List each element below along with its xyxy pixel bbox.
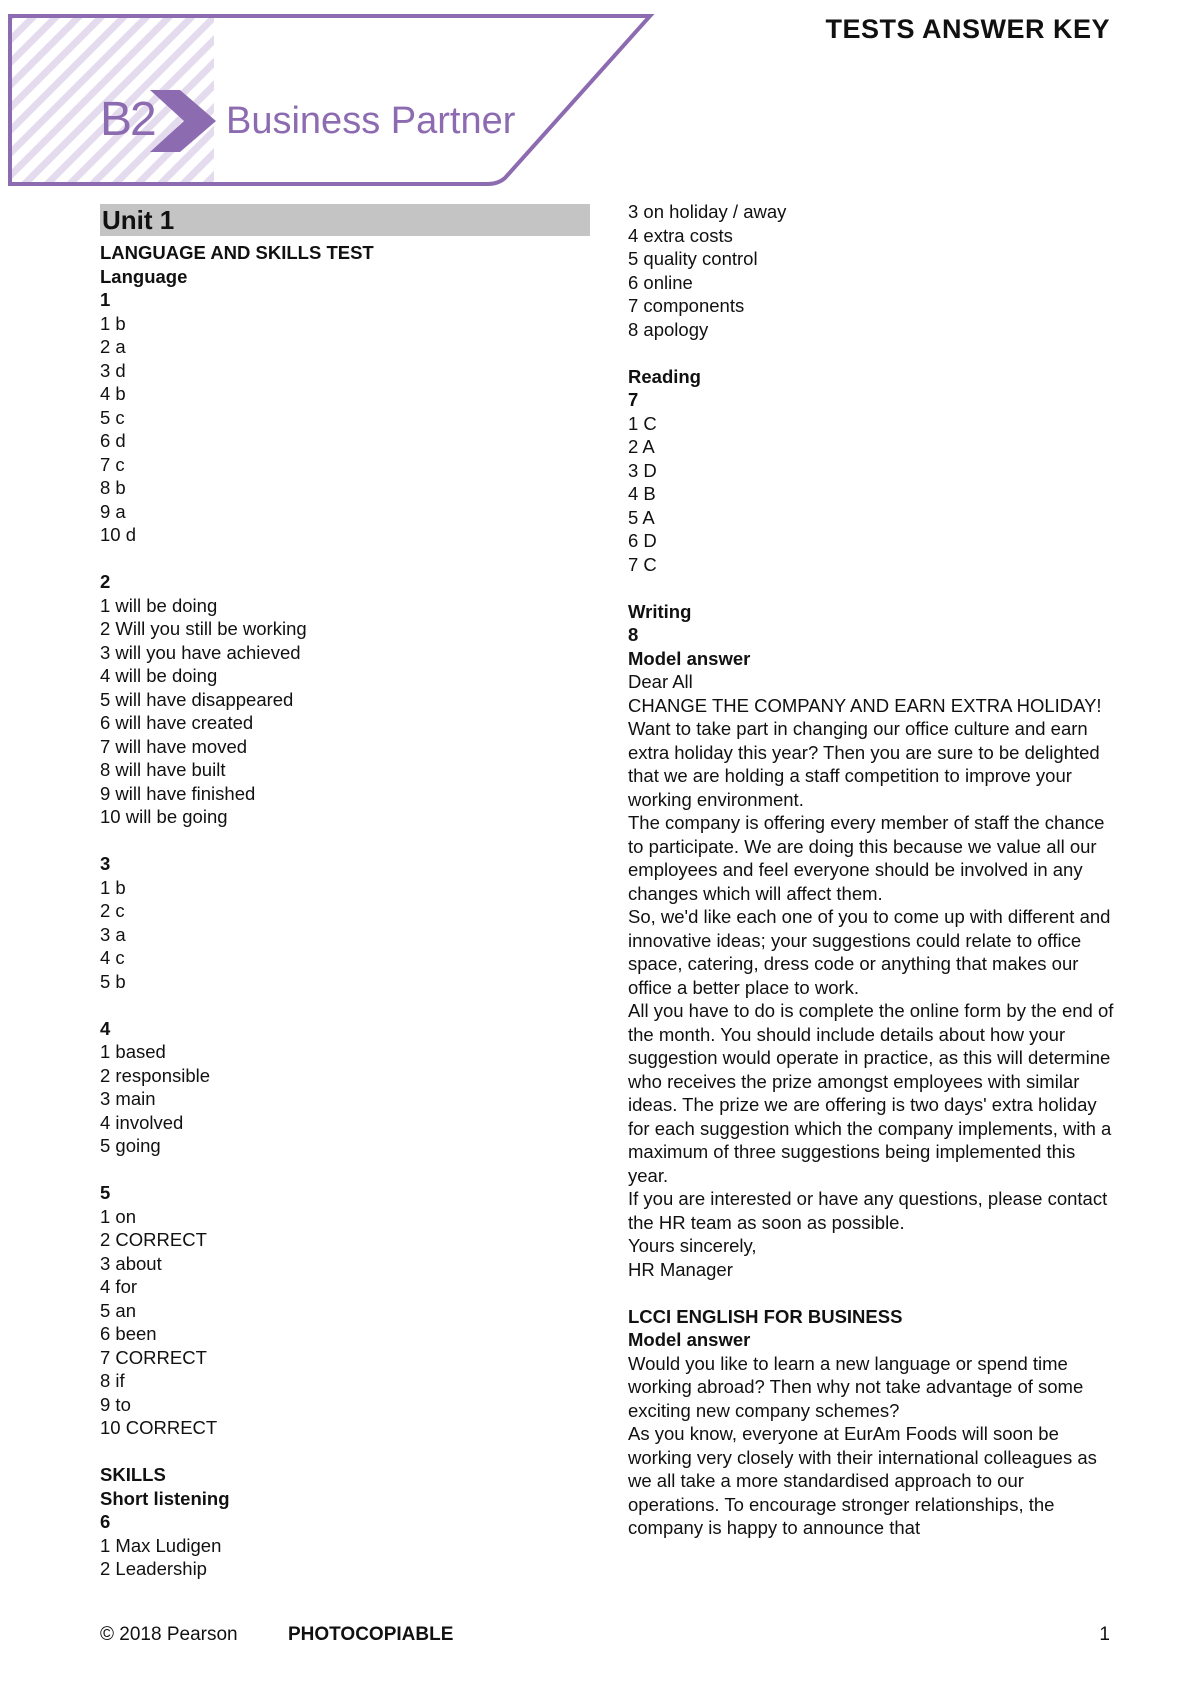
answer-line: 6 d [100,430,126,451]
spacer [100,1158,590,1182]
answer-line: 9 will have finished [100,782,256,804]
answer-line: 3 main [100,1088,156,1109]
answer-line: 3 d [100,359,126,381]
left-column [100,200,590,1581]
answer-line: 3 D [628,459,657,481]
spacer [100,993,590,1017]
unit-title: Unit 1 [100,204,590,236]
copyright: © 2018 Pearson [100,1624,238,1645]
text-paragraph: The company is offering every member of staff the chance to participate. We are doing this because we value all our employees and feel everyone should be involved in any changes which will affect them. [628,812,1105,904]
spacer [628,576,1118,600]
answer-line: 1 on [100,1205,137,1227]
answer-line: 7 c [100,453,125,475]
answer-line: Yours sincerely, [628,1235,757,1256]
answer-line: 2 a [100,336,126,357]
answer-line: 5 b [100,970,126,992]
photocopiable-label: PHOTOCOPIABLE [288,1624,454,1645]
answer-line: 6 D [628,530,657,551]
answer-line: 2 CORRECT [100,1229,207,1250]
section-heading: 3 [100,853,111,874]
section-heading: SKILLS [100,1464,166,1485]
answer-line: 1 Max Ludigen [100,1534,222,1556]
answer-line: 10 will be going [100,806,228,827]
text-paragraph: As you know, everyone at EurAm Foods will soon be working very closely with their international colleagues as we all take a more standardised approach to our operations. To encourage stronger relationships, the company is happy to announce that [628,1423,1097,1538]
section-heading: Reading [628,365,701,387]
spacer [628,341,1118,365]
text-paragraph: So, we'd like each one of you to come up with different and innovative ideas; your suggestions could relate to office space, catering, dress code or anything that makes our office a better place to work. [628,906,1111,998]
spacer [100,547,590,571]
page-number: 1 [1099,1624,1110,1645]
answer-line: Dear All [628,671,693,692]
answer-line: 9 a [100,500,126,522]
spacer [628,1281,1118,1305]
answer-line: 3 about [100,1252,162,1274]
answer-list-right [628,200,1118,1540]
answer-line: 3 a [100,923,126,945]
answer-line: 8 if [100,1370,125,1391]
answer-line: 1 b [100,876,126,898]
answer-line: 6 been [100,1323,157,1344]
answer-line: 3 on holiday / away [628,201,787,222]
section-heading: Writing [628,600,692,622]
text-paragraph: All you have to do is complete the online form by the end of the month. You should include details about how your suggestion would operate in practice, as this will determine who receives the prize amongst employees with similar ideas. The prize we are offering is two days' extra holiday for each suggestion which the company implements, with a maximum of three suggestions being implemented this year. [628,1000,1114,1186]
answer-line: 8 apology [628,318,709,340]
text-paragraph: CHANGE THE COMPANY AND EARN EXTRA HOLIDAY! [628,694,1102,716]
answer-line: 5 will have disappeared [100,688,294,710]
answer-line: 7 C [628,553,657,575]
section-heading: 1 [100,289,111,310]
level-label: B2 [100,93,155,146]
answer-line: 4 extra costs [628,224,733,246]
answer-line: 5 an [100,1299,137,1321]
section-heading: LANGUAGE AND SKILLS TEST [100,242,374,263]
answer-line: 7 CORRECT [100,1346,207,1368]
answer-line: 5 quality control [628,248,758,269]
section-heading: Short listening [100,1487,230,1509]
answer-line: 5 A [628,506,655,528]
section-heading: 5 [100,1182,111,1203]
footer [100,1624,1110,1652]
header-banner [0,0,660,190]
answer-line: 2 A [628,436,655,457]
answer-line: 10 CORRECT [100,1417,218,1438]
spacer [100,1440,590,1464]
answer-line: 4 will be doing [100,665,218,686]
text-paragraph: Would you like to learn a new language or spend time working abroad? Then why not take advantage of some exciting new company schemes? [628,1352,1084,1421]
answer-line: 4 B [628,483,656,504]
answer-line: 3 will you have achieved [100,641,301,663]
spacer [100,829,590,853]
section-heading: LCCI ENGLISH FOR BUSINESS [628,1305,903,1327]
answer-line: 9 to [100,1393,131,1415]
answer-line: 8 will have built [100,759,226,780]
section-heading: 4 [100,1017,111,1039]
answer-line: 5 going [100,1135,161,1156]
answer-line: 1 C [628,412,657,434]
answer-line: 4 for [100,1276,138,1297]
answer-line: 2 responsible [100,1064,211,1086]
answer-line: 4 involved [100,1111,184,1133]
answer-line: 6 will have created [100,712,254,733]
section-heading: 2 [100,571,111,592]
answer-line: 2 Will you still be working [100,618,307,639]
text-paragraph: Want to take part in changing our office culture and earn extra holiday this year? Then you are sure to be delighted that we are holding a staff competition to improve your working environment. [628,718,1100,810]
section-heading: 6 [100,1511,111,1532]
answer-line: 2 c [100,900,125,921]
section-heading: Language [100,265,188,287]
answer-line: 4 c [100,947,125,968]
answer-line: 1 will be doing [100,594,218,616]
answer-line: 5 c [100,406,125,428]
document-title: TESTS ANSWER KEY [825,14,1110,44]
text-paragraph: If you are interested or have any questions, please contact the HR team as soon as possible. [628,1188,1108,1233]
answer-line: 1 b [100,312,126,334]
right-column [628,200,1118,1540]
answer-line: 7 components [628,295,745,316]
section-heading: Model answer [628,647,751,669]
brand-name: Business Partner [226,100,516,142]
section-heading: Model answer [628,1329,751,1350]
answer-line: 7 will have moved [100,735,248,757]
answer-line: 1 based [100,1041,166,1062]
answer-list-left [100,241,590,1581]
answer-line: 4 b [100,383,126,404]
answer-line: 6 online [628,271,693,293]
answer-line: HR Manager [628,1258,733,1280]
section-heading: 8 [628,624,639,645]
answer-line: 8 b [100,477,126,498]
answer-line: 2 Leadership [100,1558,207,1579]
section-heading: 7 [628,389,639,410]
answer-line: 10 d [100,524,137,545]
